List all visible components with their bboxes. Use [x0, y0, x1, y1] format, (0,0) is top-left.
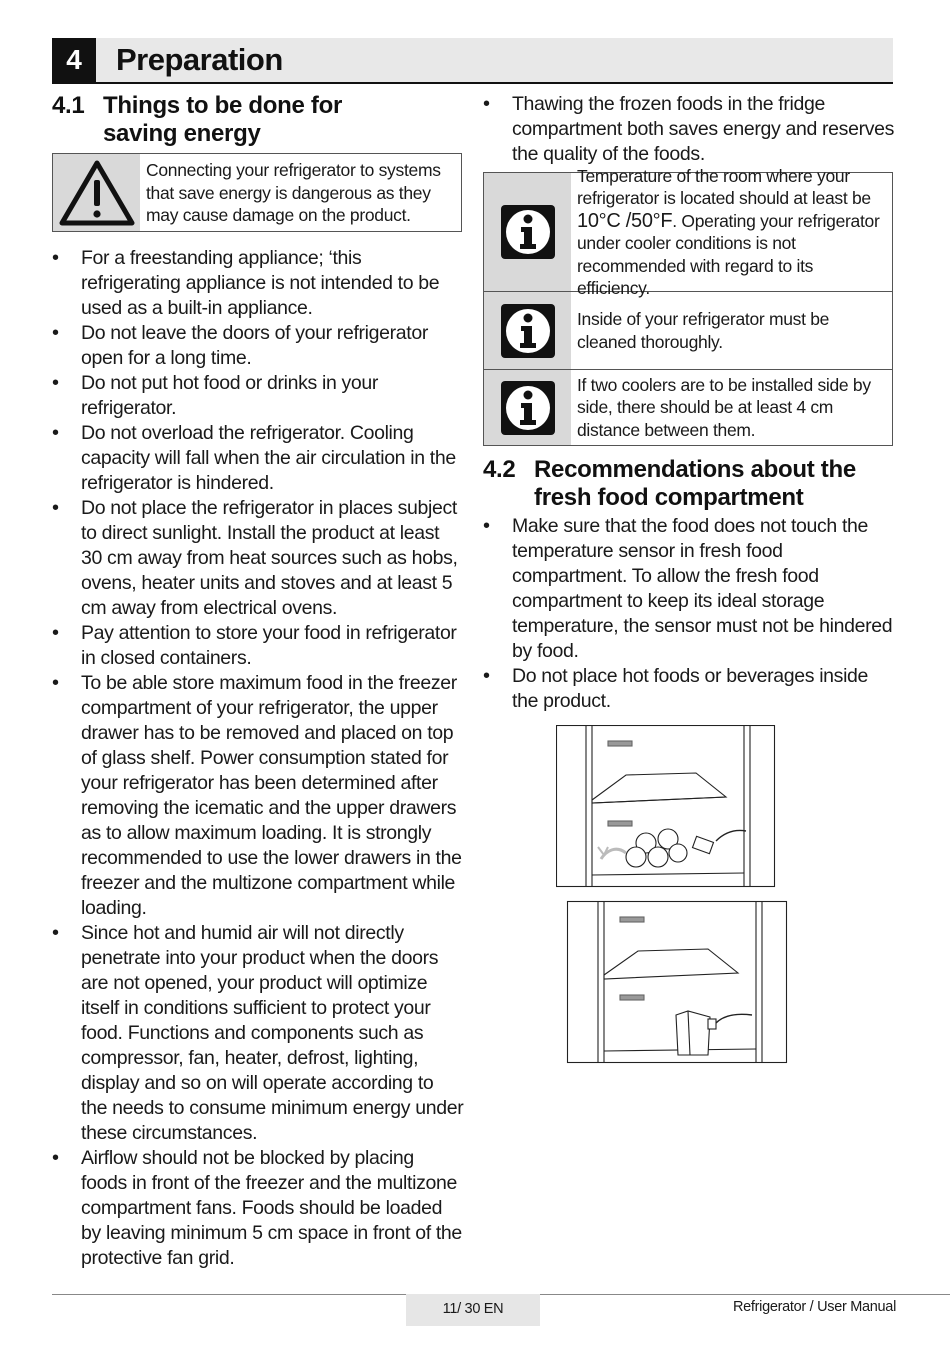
page-number: 11/ 30 EN	[406, 1294, 540, 1326]
info-text: Inside of your refrigerator must be cleaned thoroughly.	[577, 309, 830, 352]
section-4-2-heading	[483, 456, 895, 512]
section-title-line: fresh food compartment	[534, 484, 804, 511]
left-column	[52, 92, 464, 1271]
section-title-line: Things to be done for	[103, 92, 343, 119]
section-number: 4.1	[52, 92, 85, 119]
info-text: If two coolers are to be installed side by side, there should be at least 4 cm distance between them.	[577, 374, 871, 440]
list-item: • Thawing the frozen foods in the fridge compartment both saves energy and reserves the quality of the foods.	[483, 92, 895, 167]
right-column	[483, 92, 895, 714]
warning-icon-cell	[53, 154, 140, 231]
info-icon	[500, 303, 556, 359]
manual-title: Refrigerator / User Manual	[732, 1299, 896, 1315]
info-note-cleaning	[484, 291, 892, 369]
warning-box	[52, 153, 462, 232]
list-item: • Do not leave the doors of your refrigerator open for a long time.	[52, 321, 464, 371]
fresh-food-list	[483, 514, 895, 714]
info-icon	[500, 204, 556, 260]
illustration-panel-food-blocking	[557, 725, 775, 887]
section-title-line: Recommendations about the	[534, 456, 856, 483]
fridge-sensor-illustration	[556, 725, 788, 1065]
chapter-title: Preparation	[116, 42, 283, 77]
list-item: • Do not overload the refrigerator. Cooling capacity will fall when the air circulation in the refrigerator is hindered.	[52, 421, 464, 496]
list-item: • Make sure that the food does not touch the temperature sensor in fresh food compartment. To allow the fresh food compartment to keep its ideal storage temperature, the sensor must not be hindered by food.	[483, 514, 895, 664]
list-item: • Since hot and humid air will not directly penetrate into your product when the doors are not opened, your product will optimize itself in conditions sufficient to protect your food. Functions and components such as compressor, fan, heater, defrost, lighting, display and so on will operate according to the needs to consume minimum energy under these circumstances.	[52, 921, 464, 1146]
info-notes	[483, 165, 893, 446]
temperature-value: 10°C /50°F	[577, 209, 673, 232]
info-note-temperature	[484, 165, 892, 298]
thawing-list	[483, 92, 895, 167]
info-note-coolers	[484, 369, 892, 445]
info-text-part: Temperature of the room where your refrigerator is located should at least be	[577, 165, 871, 208]
section-4-1-heading	[52, 92, 464, 148]
warning-text: Connecting your refrigerator to systems that save energy is dangerous as they may cause damage on the product.	[146, 160, 441, 225]
energy-tips-list	[52, 246, 464, 1271]
chapter-number: 4	[52, 38, 96, 82]
chapter-header	[52, 38, 893, 84]
section-title-line: saving energy	[103, 120, 261, 147]
list-item: • Pay attention to store your food in refrigerator in closed containers.	[52, 621, 464, 671]
list-item: • Do not place the refrigerator in places subject to direct sunlight. Install the product at least 30 cm away from heat sources such as hobs, ovens, heater units and stoves and at least 5 cm away from electrical ovens.	[52, 496, 464, 621]
list-item: • Do not place hot foods or beverages inside the product.	[483, 664, 895, 714]
illustration-panel-sensor-clear	[568, 901, 787, 1063]
list-item: • To be able store maximum food in the freezer compartment of your refrigerator, the upper drawer has to be removed and placed on top of glass shelf. Power consumption stated for your refrigerator has been determined after removing the icematic and the upper drawers as to allow maximum loading. It is strongly recommended to use the lower drawers in the freezer and the multizone compartment while loading.	[52, 671, 464, 921]
list-item: • Do not put hot food or drinks in your refrigerator.	[52, 371, 464, 421]
info-text-part: . Operating your refrigerator under cooler conditions is not recommended with regard to its efficiency.	[577, 210, 880, 298]
section-number: 4.2	[483, 456, 516, 483]
list-item: • Airflow should not be blocked by placing foods in front of the freezer and the multizone compartment fans. Foods should be loaded by leaving minimum 5 cm space in front of the protective fan grid.	[52, 1146, 464, 1271]
list-item: • For a freestanding appliance; ‘this refrigerating appliance is not intended to be used as a built-in appliance.	[52, 246, 464, 321]
info-icon	[500, 380, 556, 436]
warning-triangle-icon	[58, 158, 136, 228]
